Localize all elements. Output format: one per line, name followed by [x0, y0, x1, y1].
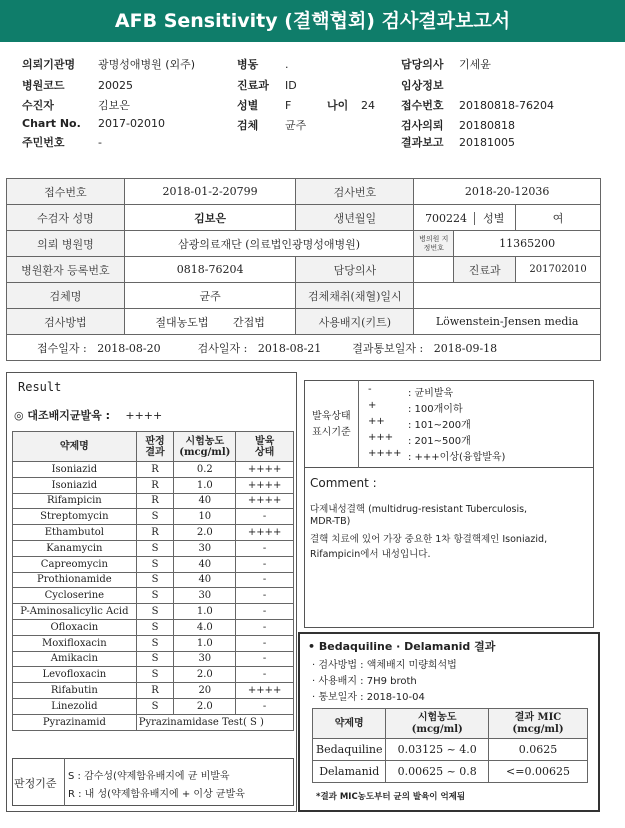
result-heading: Result: [18, 380, 62, 394]
header-clinical-info: 임상정보: [401, 79, 444, 92]
drug-growth: ++++: [236, 683, 294, 699]
hospital-code: 11365200: [454, 231, 601, 257]
drug-conc: 40: [174, 556, 236, 572]
drug-row: [13, 683, 294, 699]
mic-drug: Bedaquiline: [313, 739, 386, 761]
drug-name: Ofloxacin: [13, 619, 137, 635]
header-hospital-code: 병원코드 20025: [22, 79, 133, 92]
medium: Löwenstein-Jensen media: [414, 309, 601, 335]
collect-label: 검체채취(채혈)일시: [296, 283, 414, 309]
growth-meaning: : +++이상(융합발육): [408, 452, 506, 463]
receipt-no: 2018-01-2-20799: [124, 179, 296, 205]
growth-meaning: : 균비발육: [408, 388, 454, 399]
drug-conc: 30: [174, 540, 236, 556]
drug-name: Moxifloxacin: [13, 635, 137, 651]
drug-conc: 30: [174, 651, 236, 667]
drug-name: Linezolid: [13, 698, 137, 714]
drug-judge: S: [136, 635, 174, 651]
drug-growth: ++++: [236, 477, 294, 493]
drug-growth: -: [236, 698, 294, 714]
comment-line-1: 다제내성결핵 (multidrug-resistant Tuberculosis,: [310, 504, 528, 515]
col-judge: 판정 결과: [136, 432, 174, 462]
drug-row: [13, 493, 294, 509]
bdq-date: · 통보일자 : 2018-10-04: [312, 692, 425, 703]
control-growth: ◎ 대조배지균발육 : ++++: [14, 409, 163, 422]
header-patient: 수진자 김보은: [22, 99, 130, 112]
pza-name: Pyrazinamid: [13, 714, 137, 730]
test-no-label: 검사번호: [296, 179, 414, 205]
growth-symbol: +: [368, 400, 377, 411]
drug-name: Isoniazid: [13, 477, 137, 493]
medium-label: 사용배지(키트): [296, 309, 414, 335]
drug-judge: S: [136, 698, 174, 714]
drug-row: [13, 477, 294, 493]
header-request-date: 검사의뢰 20180818: [401, 119, 515, 132]
drug-judge: S: [136, 556, 174, 572]
doctor: [414, 257, 454, 283]
drug-judge: R: [136, 525, 174, 541]
drug-name: P-Aminosalicylic Acid: [13, 604, 137, 620]
criteria-r: R : 내 성(약제함유배지에 + 이상 균발육: [68, 789, 245, 800]
specimen-label: 검체명: [7, 283, 125, 309]
criteria-s: S : 감수성(약제함유배지에 균 비발육: [68, 771, 230, 782]
dept: 201702010: [516, 257, 601, 283]
mic-conc: 0.00625 ~ 0.8: [386, 761, 488, 783]
header-chart-no: Chart No. 2017-02010: [22, 117, 165, 130]
growth-label-2: 표시기준: [312, 427, 351, 438]
drug-judge: S: [136, 572, 174, 588]
reg-no: 0818-76204: [124, 257, 296, 283]
growth-symbol: +++: [368, 432, 394, 443]
drug-conc: 0.2: [174, 462, 236, 478]
drug-growth: ++++: [236, 525, 294, 541]
drug-name: Streptomycin: [13, 509, 137, 525]
mic-result: 0.0625: [488, 739, 587, 761]
growth-meaning: : 201~500개: [408, 436, 471, 447]
hospital-code-label: 병의원 지정번호: [414, 231, 454, 257]
drug-growth: -: [236, 509, 294, 525]
growth-meaning: : 101~200개: [408, 420, 471, 431]
drug-judge: R: [136, 477, 174, 493]
drug-row: [13, 667, 294, 683]
drug-judge: R: [136, 683, 174, 699]
drug-conc: 20: [174, 683, 236, 699]
mic-drug: Delamanid: [313, 761, 386, 783]
request-form-table: [6, 178, 601, 361]
drug-conc: 1.0: [174, 635, 236, 651]
drug-conc: 40: [174, 493, 236, 509]
birth-label: 생년월일: [296, 205, 414, 231]
sex: 여: [516, 205, 601, 231]
drug-name: Kanamycin: [13, 540, 137, 556]
criteria-label: 판정기준: [14, 777, 57, 790]
drug-table: [12, 431, 294, 731]
method: 절대농도법 간접법: [124, 309, 296, 335]
bdq-method: · 검사방법 : 액체배지 미량희석법: [312, 660, 457, 671]
drug-name: Cycloserine: [13, 588, 137, 604]
drug-judge: S: [136, 509, 174, 525]
bdq-note: *결과 MIC농도부터 균의 발육이 억제됨: [316, 792, 466, 802]
growth-meaning: : 100개이하: [408, 404, 463, 415]
drug-row: [13, 556, 294, 572]
bdq-heading: • Bedaquiline · Delamanid 결과: [308, 640, 496, 653]
drug-conc: 1.0: [174, 477, 236, 493]
collect: [414, 283, 601, 309]
drug-conc: 2.0: [174, 525, 236, 541]
drug-conc: 30: [174, 588, 236, 604]
drug-name: Rifabutin: [13, 683, 137, 699]
drug-row: [13, 462, 294, 478]
drug-row: [13, 619, 294, 635]
col-conc: 시험농도 (mcg/ml): [174, 432, 236, 462]
drug-row: [13, 572, 294, 588]
header-institution: 의뢰기관명 광명성애병원 (외주): [22, 58, 196, 71]
drug-row: [13, 588, 294, 604]
dates-row: 접수일자 : 2018-08-20 검사일자 : 2018-08-21 결과통보일자 : 2018-09-18: [7, 335, 601, 361]
drug-name: Ethambutol: [13, 525, 137, 541]
drug-row: [13, 604, 294, 620]
drug-judge: S: [136, 604, 174, 620]
mic-result: <=0.00625: [488, 761, 587, 783]
col-growth: 발육 상태: [236, 432, 294, 462]
growth-symbol: ++: [368, 416, 385, 427]
drug-growth: -: [236, 604, 294, 620]
drug-growth: ++++: [236, 493, 294, 509]
drug-growth: -: [236, 540, 294, 556]
drug-judge: S: [136, 540, 174, 556]
mic-col-conc: 시험농도 (mcg/ml): [386, 709, 488, 739]
pza-result: Pyrazinamidase Test( S ): [136, 714, 293, 730]
mic-col-drug: 약제명: [313, 709, 386, 739]
drug-name: Rifampicin: [13, 493, 137, 509]
drug-conc: 2.0: [174, 698, 236, 714]
drug-growth: -: [236, 556, 294, 572]
growth-symbol: ++++: [368, 448, 402, 459]
drug-growth: -: [236, 635, 294, 651]
comment-line-2: MDR-TB): [310, 516, 351, 527]
drug-growth: -: [236, 651, 294, 667]
growth-symbol: -: [368, 384, 372, 395]
drug-conc: 10: [174, 509, 236, 525]
drug-conc: 2.0: [174, 667, 236, 683]
drug-growth: ++++: [236, 462, 294, 478]
drug-judge: S: [136, 651, 174, 667]
drug-judge: S: [136, 667, 174, 683]
header-receipt-no: 접수번호 20180818-76204: [401, 99, 554, 112]
bdq-medium: · 사용배지 : 7H9 broth: [312, 676, 417, 687]
drug-name: Prothionamide: [13, 572, 137, 588]
drug-row: [13, 509, 294, 525]
comment-line-3: 결핵 치료에 있어 가장 중요한 1차 항결핵제인 Isoniazid,: [310, 534, 548, 545]
mic-table: [312, 708, 588, 783]
drug-judge: R: [136, 493, 174, 509]
doctor-label: 담당의사: [296, 257, 414, 283]
drug-judge: S: [136, 619, 174, 635]
drug-judge: S: [136, 588, 174, 604]
comment-line-4: Rifampicin에서 내성입니다.: [310, 549, 431, 560]
header-specimen: 검체 균주: [237, 119, 307, 132]
hospital-label: 의뢰 병원명: [7, 231, 125, 257]
test-no: 2018-20-12036: [414, 179, 601, 205]
header-doctor: 담당의사 기세윤: [401, 58, 491, 71]
comment-heading: Comment :: [310, 476, 377, 490]
drug-judge: R: [136, 462, 174, 478]
mic-conc: 0.03125 ~ 4.0: [386, 739, 488, 761]
reg-label: 병원환자 등록번호: [7, 257, 125, 283]
drug-name: Amikacin: [13, 651, 137, 667]
growth-label-1: 발육상태: [312, 411, 351, 422]
patient-label: 수검자 성명: [7, 205, 125, 231]
drug-name: Capreomycin: [13, 556, 137, 572]
hospital: 삼광의료재단 (의료법인광명성애병원): [124, 231, 413, 257]
drug-row: [13, 651, 294, 667]
drug-conc: 4.0: [174, 619, 236, 635]
drug-growth: -: [236, 619, 294, 635]
col-drug: 약제명: [13, 432, 137, 462]
birth: 700224 성별: [414, 205, 516, 231]
header-report-date: 결과보고 20181005: [401, 136, 515, 149]
mic-row: [313, 761, 588, 783]
drug-row: [13, 540, 294, 556]
drug-growth: -: [236, 588, 294, 604]
mic-col-result: 결과 MIC (mcg/ml): [488, 709, 587, 739]
report-title: AFB Sensitivity (결핵협회) 검사결과보고서: [0, 0, 625, 42]
header-department: 진료과 ID: [237, 79, 297, 92]
drug-conc: 40: [174, 572, 236, 588]
receipt-no-label: 접수번호: [7, 179, 125, 205]
drug-conc: 1.0: [174, 604, 236, 620]
mic-row: [313, 739, 588, 761]
specimen: 균주: [124, 283, 296, 309]
method-label: 검사방법: [7, 309, 125, 335]
drug-growth: -: [236, 667, 294, 683]
drug-row: [13, 525, 294, 541]
drug-row: [13, 698, 294, 714]
drug-name: Isoniazid: [13, 462, 137, 478]
drug-name: Levofloxacin: [13, 667, 137, 683]
drug-row: [13, 635, 294, 651]
dept-label: 진료과: [454, 257, 516, 283]
header-ward: 병동 .: [237, 58, 289, 71]
header-resident-no: 주민번호 -: [22, 136, 102, 149]
drug-growth: -: [236, 572, 294, 588]
header-sex: 성별 F 나이 24: [237, 99, 375, 112]
patient-name: 김보은: [124, 205, 296, 231]
